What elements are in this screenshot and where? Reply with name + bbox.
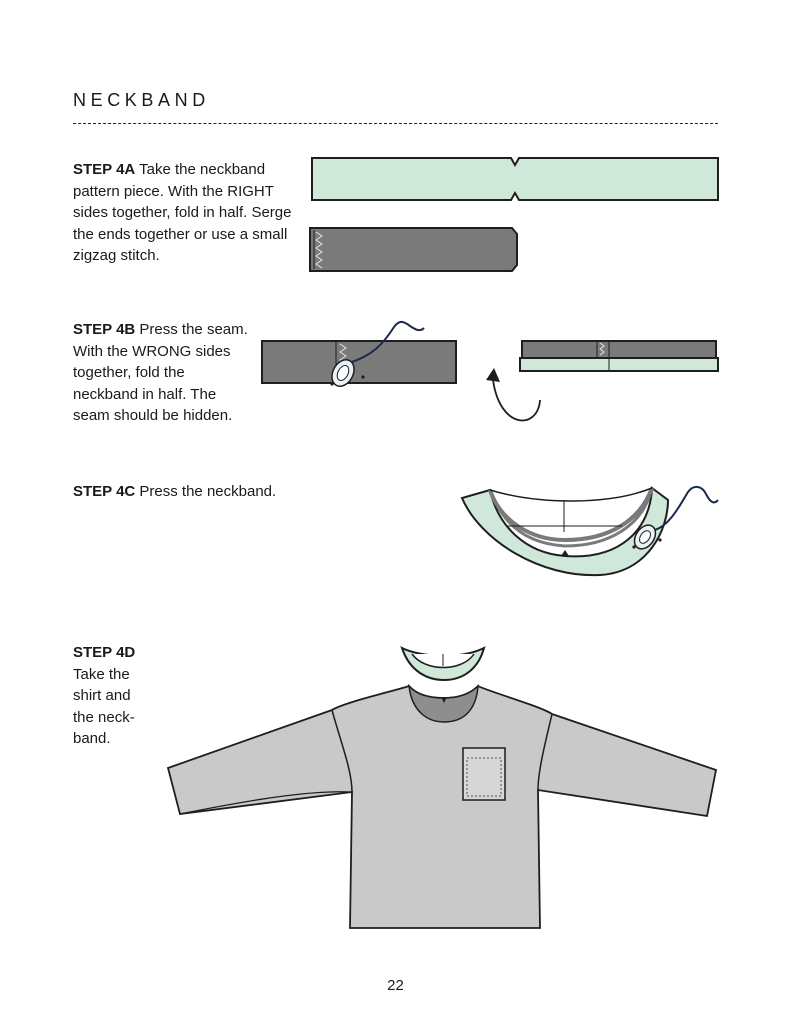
curved-arrow-icon (486, 368, 540, 420)
folded-neckband-piece (310, 228, 517, 271)
step-4b-text: Press the seam. With the WRONG sides together, fold the neckband in half. The seam should be hidden. (73, 321, 248, 424)
step-4c-text: Press the neckband. (135, 483, 277, 500)
shirt (168, 686, 716, 928)
step-4b-label: STEP 4B (73, 321, 136, 338)
page-number: 22 (387, 977, 404, 994)
shirt-pocket (463, 748, 505, 800)
section-title: NECKBAND (73, 90, 210, 110)
step-4c-label: STEP 4C (73, 483, 136, 500)
pressed-neckband-strip (262, 341, 456, 383)
step-4a-text: Take the neckband pattern piece. With the RIGHT sides together, fold in half. Serge the ends together or use a small zigzag stitch. (73, 161, 292, 264)
step-4d-label: STEP 4D (73, 644, 136, 661)
neckband-pattern-piece (312, 158, 718, 200)
step-4d-text: Take the shirt and the neck-band. (73, 665, 135, 747)
folded-neckband-strip (520, 341, 718, 371)
step-4a-label: STEP 4A (73, 161, 136, 178)
small-neckband (402, 648, 484, 680)
